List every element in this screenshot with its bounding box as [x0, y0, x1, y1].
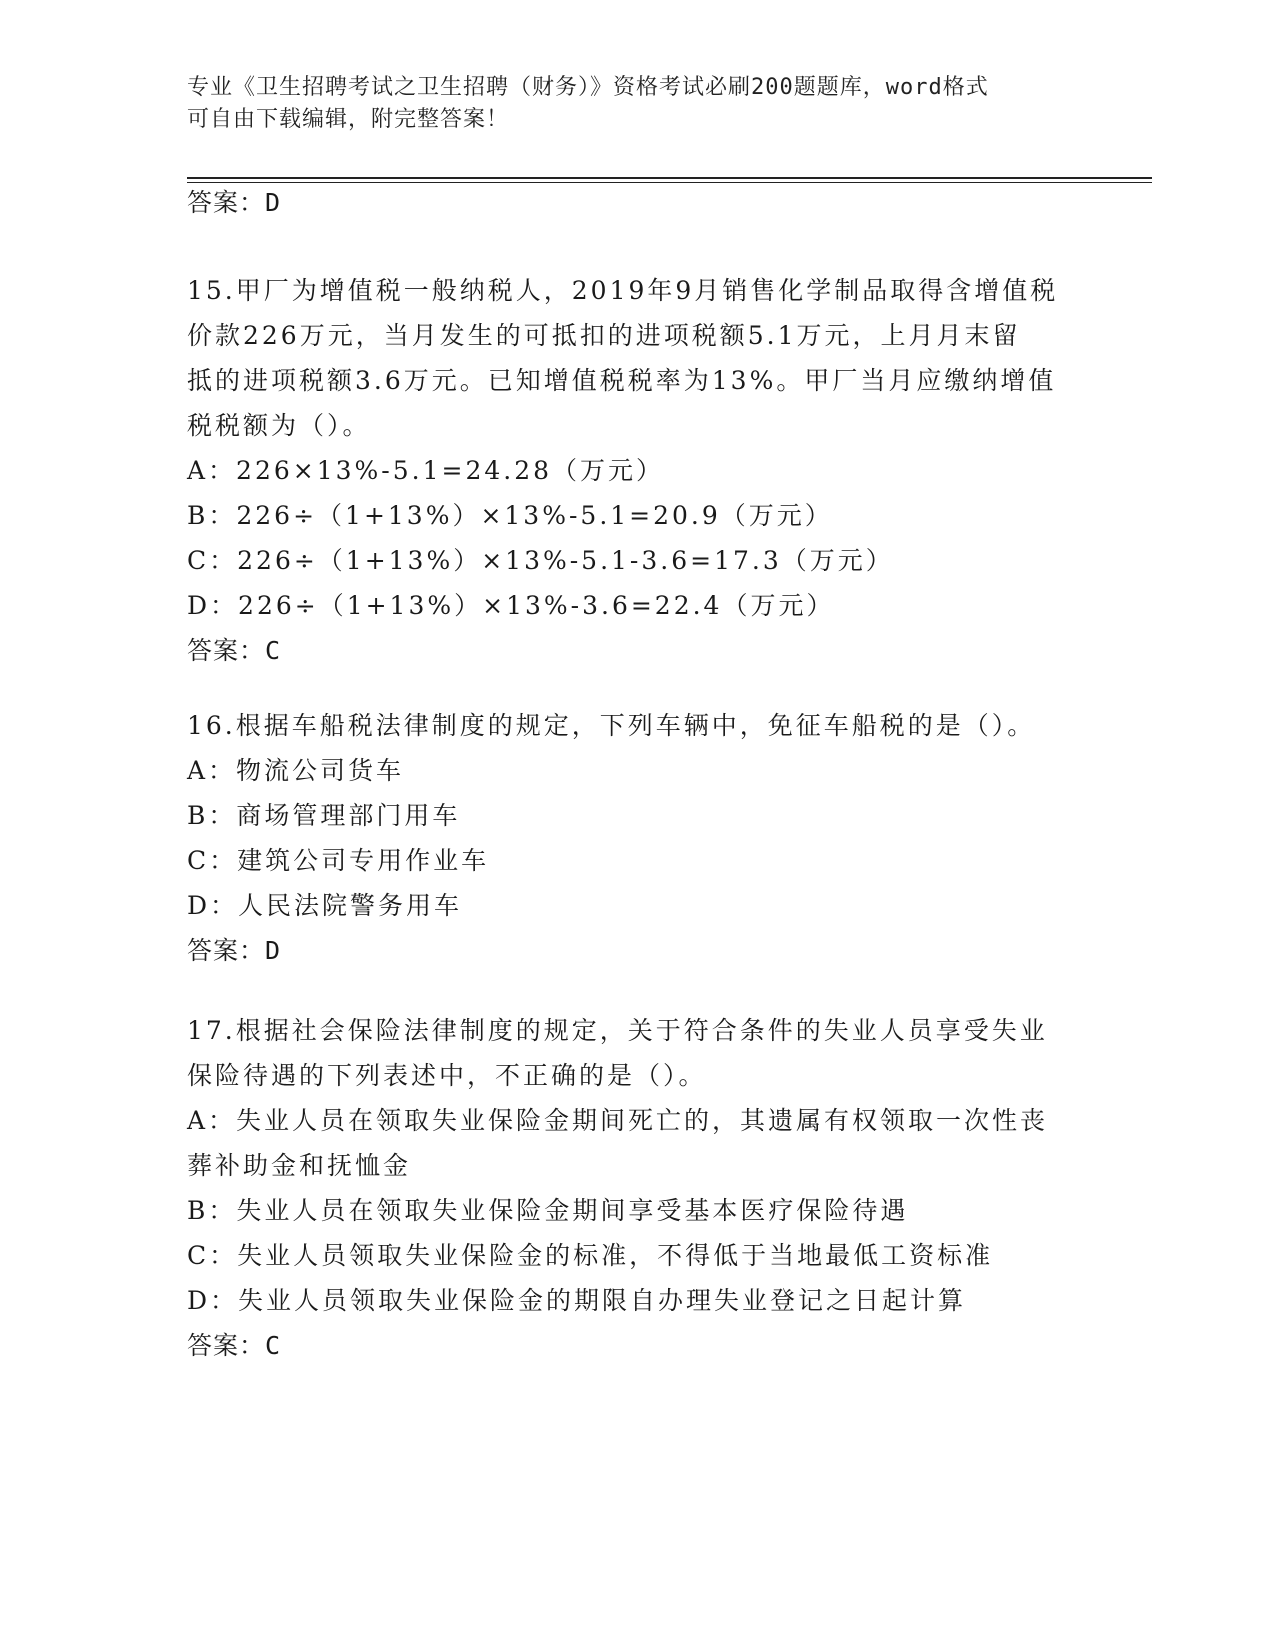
header-title-line-2: 可自由下载编辑，附完整答案！ [187, 107, 510, 132]
answer-label: 答案：C [187, 1331, 282, 1360]
option-a: A：失业人员在领取失业保险金期间死亡的，其遗属有权领取一次性丧 [187, 1106, 1049, 1135]
option-a-continued: 葬补助金和抚恤金 [187, 1151, 412, 1180]
question-stem-line: 保险待遇的下列表述中，不正确的是（）。 [187, 1061, 707, 1090]
option-d: D：失业人员领取失业保险金的期限自办理失业登记之日起计算 [187, 1286, 967, 1315]
answer-label: 答案：D [187, 188, 282, 217]
option-a: A：物流公司货车 [187, 756, 405, 785]
question-16 [187, 703, 1087, 973]
option-b: B：失业人员在领取失业保险金期间享受基本医疗保险待遇 [187, 1196, 909, 1225]
document-header [187, 72, 1067, 136]
question-stem-line: 抵的进项税额3.6万元。已知增值税税率为13%。甲厂当月应缴纳增值 [187, 366, 1057, 395]
question-stem-line: 税税额为（）。 [187, 411, 371, 440]
question-17 [187, 1008, 1087, 1368]
question-stem-line: 价款226万元，当月发生的可抵扣的进项税额5.1万元，上月月末留 [187, 321, 1021, 350]
option-c: C：失业人员领取失业保险金的标准，不得低于当地最低工资标准 [187, 1241, 994, 1270]
answer-label: 答案：D [187, 936, 282, 965]
option-c: C：226÷（1+13%）×13%-5.1-3.6=17.3（万元） [187, 546, 894, 575]
option-d: D：226÷（1+13%）×13%-3.6=22.4（万元） [187, 591, 835, 620]
option-b: B：商场管理部门用车 [187, 801, 461, 830]
question-stem-line: 16.根据车船税法律制度的规定，下列车辆中，免征车船税的是（）。 [187, 711, 1036, 740]
previous-answer-block [187, 180, 1087, 225]
option-a: A：226×13%-5.1=24.28（万元） [187, 456, 665, 485]
option-b: B：226÷（1+13%）×13%-5.1=20.9（万元） [187, 501, 833, 530]
question-stem-line: 17.根据社会保险法律制度的规定，关于符合条件的失业人员享受失业 [187, 1016, 1048, 1045]
answer-label: 答案：C [187, 636, 282, 665]
question-15 [187, 268, 1087, 673]
option-d: D：人民法院警务用车 [187, 891, 463, 920]
option-c: C：建筑公司专用作业车 [187, 846, 490, 875]
header-title-line-1: 专业《卫生招聘考试之卫生招聘（财务）》资格考试必刷200题题库，word格式 [187, 75, 989, 100]
header-divider [187, 177, 1152, 179]
question-stem-line: 15.甲厂为增值税一般纳税人，2019年9月销售化学制品取得含增值税 [187, 276, 1059, 305]
